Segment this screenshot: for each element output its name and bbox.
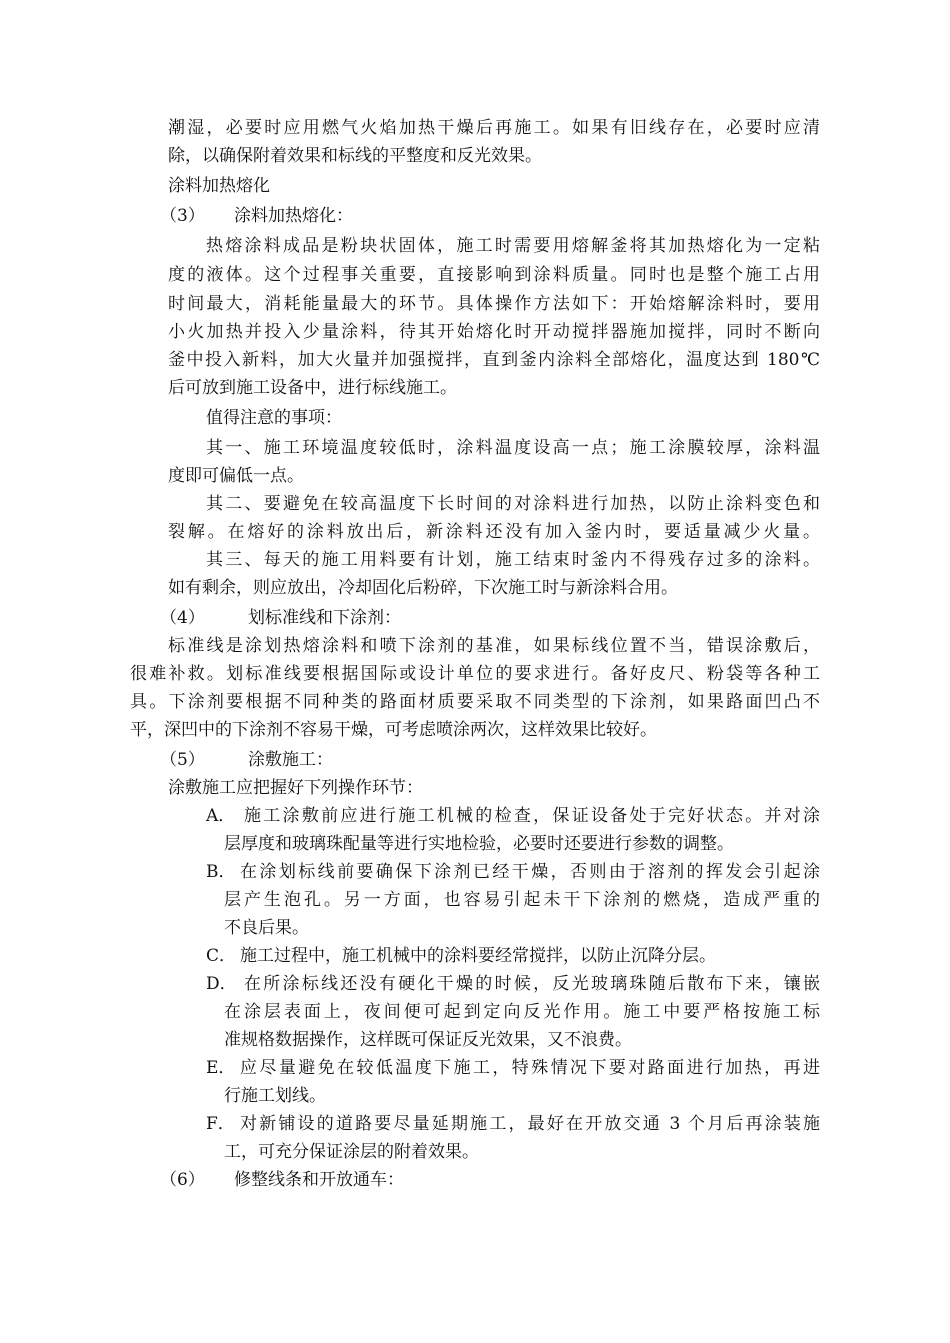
list-line: 行施工划线。	[224, 1086, 326, 1106]
list-label: D．	[206, 974, 237, 994]
list-line: 在涂层表面上，夜间便可起到定向反光作用。施工中要严格按施工标	[224, 1002, 820, 1022]
list-line: 对新铺设的道路要尽量延期施工，最好在开放交通 3 个月后再涂装施	[240, 1114, 820, 1134]
body-line: 后可放到施工设备中，进行标线施工。	[168, 378, 457, 398]
body-line: 平，深凹中的下涂剂不容易干燥，可考虑喷涂两次，这样效果比较好。	[130, 720, 657, 740]
body-line: 其二、要避免在较高温度下长时间的对涂料进行加热，以防止涂料变色和	[206, 494, 820, 514]
list-label: E．	[206, 1058, 236, 1078]
body-line: 涂敷施工应把握好下列操作环节：	[168, 778, 423, 798]
section-number: （3）	[160, 206, 205, 226]
body-line: 裂解。在熔好的涂料放出后，新涂料还没有加入釜内时，要适量减少火量。	[168, 522, 820, 542]
section-title: 涂料加热熔化：	[234, 206, 353, 226]
list-label: B．	[206, 862, 236, 882]
list-label: A．	[206, 806, 236, 826]
section-number: （5）	[160, 750, 205, 770]
list-line: 应尽量避免在较低温度下施工，特殊情况下要对路面进行加热，再进	[240, 1058, 820, 1078]
body-line: 潮湿，必要时应用燃气火焰加热干燥后再施工。如果有旧线存在，必要时应清	[168, 118, 820, 138]
list-line: 准规格数据操作，这样既可保证反光效果，又不浪费。	[224, 1030, 632, 1050]
section-number: （6）	[160, 1170, 205, 1190]
list-label: F．	[206, 1114, 235, 1134]
section-heading: 涂料加热熔化	[168, 176, 270, 196]
body-line: 其一、施工环境温度较低时，涂料温度设高一点；施工涂膜较厚，涂料温	[206, 438, 820, 458]
body-line: 值得注意的事项：	[206, 408, 342, 428]
list-line: 在涂划标线前要确保下涂剂已经干燥，否则由于溶剂的挥发会引起涂	[240, 862, 820, 882]
body-line: 度即可偏低一点。	[168, 466, 304, 486]
list-line: 层厚度和玻璃珠配量等进行实地检验，必要时还要进行参数的调整。	[224, 834, 734, 854]
list-line: 层产生泡孔。另一方面，也容易引起未干下涂剂的燃烧，造成严重的	[224, 890, 820, 910]
section-title: 修整线条和开放通车：	[234, 1170, 404, 1190]
section-title: 划标准线和下涂剂：	[248, 608, 401, 628]
list-line: 工，可充分保证涂层的附着效果。	[224, 1142, 479, 1162]
section-number: （4）	[160, 608, 205, 628]
body-line: 热熔涂料成品是粉块状固体，施工时需要用熔解釜将其加热熔化为一定粘	[206, 236, 820, 256]
body-line: 其三、每天的施工用料要有计划，施工结束时釜内不得残存过多的涂料。	[206, 550, 820, 570]
body-line: 时间最大，消耗能量最大的环节。具体操作方法如下：开始熔解涂料时，要用	[168, 294, 820, 314]
list-label: C．	[206, 946, 237, 966]
body-line: 小火加热并投入少量涂料，待其开始熔化时开动搅拌器施加搅拌，同时不断向	[168, 322, 820, 342]
body-line: 除，以确保附着效果和标线的平整度和反光效果。	[168, 146, 542, 166]
body-line: 标准线是涂划热熔涂料和喷下涂剂的基准，如果标线位置不当，错误涂敷后，	[168, 636, 820, 656]
list-line: 在所涂标线还没有硬化干燥的时候，反光玻璃珠随后散布下来，镶嵌	[244, 974, 820, 994]
body-line: 度的液体。这个过程事关重要，直接影响到涂料质量。同时也是整个施工占用	[168, 265, 820, 285]
body-line: 很难补救。划标准线要根据国际或设计单位的要求进行。备好皮尺、粉袋等各种工	[130, 664, 820, 684]
list-line: 施工过程中，施工机械中的涂料要经常搅拌，以防止沉降分层。	[240, 946, 716, 966]
body-line: 具。下涂剂要根据不同种类的路面材质要采取不同类型的下涂剂，如果路面凹凸不	[130, 692, 820, 712]
body-line: 如有剩余，则应放出，冷却固化后粉碎，下次施工时与新涂料合用。	[168, 578, 678, 598]
section-title: 涂敷施工：	[248, 750, 333, 770]
list-line: 不良后果。	[224, 918, 309, 938]
list-line: 施工涂敷前应进行施工机械的检查，保证设备处于完好状态。并对涂	[244, 806, 820, 826]
body-line: 釜中投入新料，加大火量并加强搅拌，直到釜内涂料全部熔化，温度达到 180℃	[168, 350, 820, 370]
